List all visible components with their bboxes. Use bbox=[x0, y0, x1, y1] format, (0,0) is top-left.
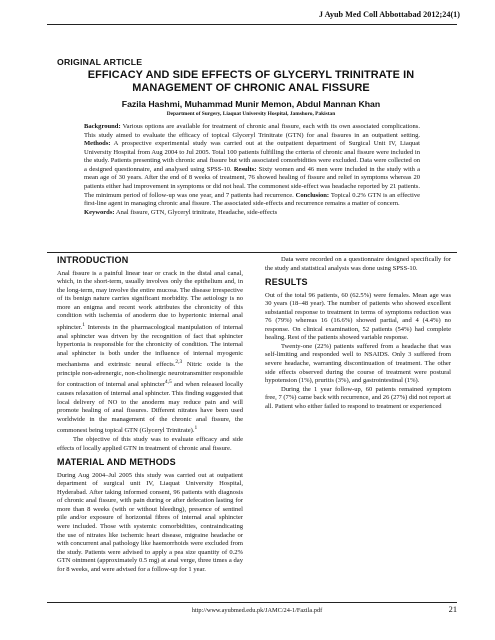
abstract-background-label: Background: bbox=[84, 123, 121, 130]
methods-paragraph-2: Data were recorded on a questionnaire designed specifically for the study and statistical analysis was done using SPSS-10. bbox=[265, 256, 451, 272]
abstract-body bbox=[84, 123, 420, 209]
abstract-background-text: Various options are available for treatment of chronic anal fissure, each with its own associated complications. This study aimed to evaluate the efficacy of topical Glyceryl Trinitrate (GTN) for anal fissures in an outpatient setting. bbox=[84, 123, 420, 139]
citation-ref: 1 bbox=[82, 321, 85, 328]
methods-paragraph-1: During Aug 2004–Jul 2005 this study was carried out at outpatient department of surgical unit IV, Liaquat University Hospital, Hyderabad. After taking informed consent, 96 patients with diagnosis of chronic anal fissure, with pain during or after defecation lasting for more than 8 weeks (with or without bleeding), presence of sentinel pile and/or exposure of horizontal fibres of internal anal sphincter were included. Those with systemic comorbidities, contraindicating the use of nitrates like ischemic heart disease, migraine headache or with concurrent anal pathology like haemorrhoids were excluded from the study. Patients were advised to apply a pea size quantity of 0.2% GTN ointment (approximately 0.5 mg) at anal verge, three times a day for 8 weeks, and were advised for a follow-up for 1 year. bbox=[57, 471, 243, 573]
results-paragraph-3: During the 1 year follow-up, 60 patients remained symptom free, 7 (7%) came back with recurrence, and 26 (27%) did not report at all. Patient who either failed to respond to treatment or experienced bbox=[265, 385, 451, 410]
abstract-keywords bbox=[84, 209, 420, 218]
introduction-paragraph-1 bbox=[57, 270, 243, 437]
right-column bbox=[265, 256, 451, 411]
intro-text-d: and when released locally causes relaxation of internal anal sphincter. This finding suggested that local delivery of NO to the anoderm may reduce pain and will promote healing of anal fissures. Different nitrates have been used worldwide in the management of the chronic anal fissure, the commonest being topical GTN (Glyceryl Trinitrate). bbox=[57, 381, 243, 435]
keywords-label: Keywords: bbox=[84, 208, 115, 216]
abstract bbox=[84, 123, 420, 217]
results-paragraph-1: Out of the total 96 patients, 60 (62.5%) were females. Mean age was 30 years (18–48 year). The number of patients who showed excellent substantial response to treatment in terms of symptoms reduction was 76 (79%) whereas 16 (16.6%) showed partial, and 4 (4.4%) no response. On clinical examination, 52 patients (54%) had complete healing. Rest of the patients showed variable response. bbox=[265, 291, 451, 342]
results-heading: RESULTS bbox=[265, 277, 308, 288]
article-pdf-link[interactable]: http://www.ayubmed.edu.pk/JAMC/24-1/Fazila.pdf bbox=[191, 607, 323, 614]
header-divider bbox=[47, 24, 457, 25]
abstract-divider bbox=[47, 252, 457, 253]
abstract-methods-text: A prospective experimental study was carried out at the outpatient department of Surgical Unit IV, Liaquat University Hospital from Aug 2004 to Jul 2005. Total 100 patients fulfilling the criteria of chronic anal fissure were included in the study. Patients presenting with chronic anal fissure but with associated comorbidities were excluded. Data were collected on a designed questionnaire, and analysed using SPSS-10. bbox=[84, 140, 420, 173]
methods-heading: MATERIAL AND METHODS bbox=[57, 457, 176, 468]
article-type: ORIGINAL ARTICLE bbox=[57, 57, 143, 67]
citation-ref: 2,3 bbox=[175, 359, 183, 366]
citation-ref: 1 bbox=[194, 425, 198, 432]
abstract-methods-label: Methods: bbox=[84, 140, 111, 148]
author-affiliation: Department of Surgery, Liaquat University Hospital, Jamshoro, Pakistan bbox=[166, 111, 336, 117]
introduction-paragraph-2: The objective of this study was to evaluate efficacy and side effects of locally applied GTN in treatment of chronic anal fissure. bbox=[57, 436, 243, 452]
keywords-text: Anal fissure, GTN, Glyceryl trinitrate, Headache, side-effects bbox=[114, 208, 278, 216]
intro-text-b: Interests in the pharmacological manipulation of internal anal sphincter was driven by the recognition of fact that sphincter hypertonia is responsible for the chronicity of condition. The internal anal sphincter is both under the influence of internal myogenic mechanisms and extrinsic neural effects. bbox=[57, 324, 243, 369]
footer-divider bbox=[47, 602, 457, 603]
intro-text-a: Anal fissure is a painful linear tear or crack in the distal anal canal, which, in the short-term, usually involves only the epithelium and, in the long-term, may involve the entire mucosa. The disease irrespective of its benign nature carries significant morbidity. The aetiology is no more an enigma and recent work attributes the chronicity of this condition with ischemia of anoderm due to hypertonic internal anal sphincter. bbox=[57, 269, 243, 331]
author-list: Fazila Hashmi, Muhammad Munir Memon, Abdul Mannan Khan bbox=[121, 99, 381, 109]
introduction-heading: INTRODUCTION bbox=[57, 255, 129, 265]
abstract-conclusion-label: Conclusion: bbox=[295, 191, 330, 199]
citation-ref: 4,5 bbox=[164, 379, 172, 386]
journal-citation: J Ayub Med Coll Abbottabad 2012;24(1) bbox=[318, 10, 460, 19]
article-title: EFFICACY AND SIDE EFFECTS OF GLYCERYL TRINITRATE IN MANAGEMENT OF CHRONIC ANAL FISSURE bbox=[87, 69, 415, 94]
left-column bbox=[57, 256, 243, 574]
abstract-conclusion-text: Topical 0.2% GTN is an effective first-line agent in managing chronic anal fissure. The associated side-effects and recurrence remains a matter of concern. bbox=[84, 191, 420, 208]
abstract-results-text: Sixty women and 46 men were included in the study with a mean age of 30 years. After the end of 8 weeks of treatment, 76 showed healing of fissure and relief in symptoms whereas 20 patients either had improvement in symptoms or did not heal. The commonest side-effect was headache reported by 21 patients. The minimum period of follow-up was one year, and 7 patients had recurrence. bbox=[84, 165, 421, 199]
intro-text-c: Nitric oxide is the principle non-adrenergic, non-cholinergic neurotransmitter responsible for contraction of internal anal sphincter bbox=[57, 361, 244, 389]
results-paragraph-2: Twenty-one (22%) patients suffered from a headache that was self-limiting and responded well to NSAIDS. Only 3 suffered from severe headache, warranting discontinuation of treatment. The other side effects observed during the course of treatment were postural hypotension (1%), pruritis (3%), and gastrointestinal (1%). bbox=[265, 342, 451, 385]
abstract-results-label: Results: bbox=[233, 165, 257, 173]
page-number: 21 bbox=[448, 605, 457, 614]
